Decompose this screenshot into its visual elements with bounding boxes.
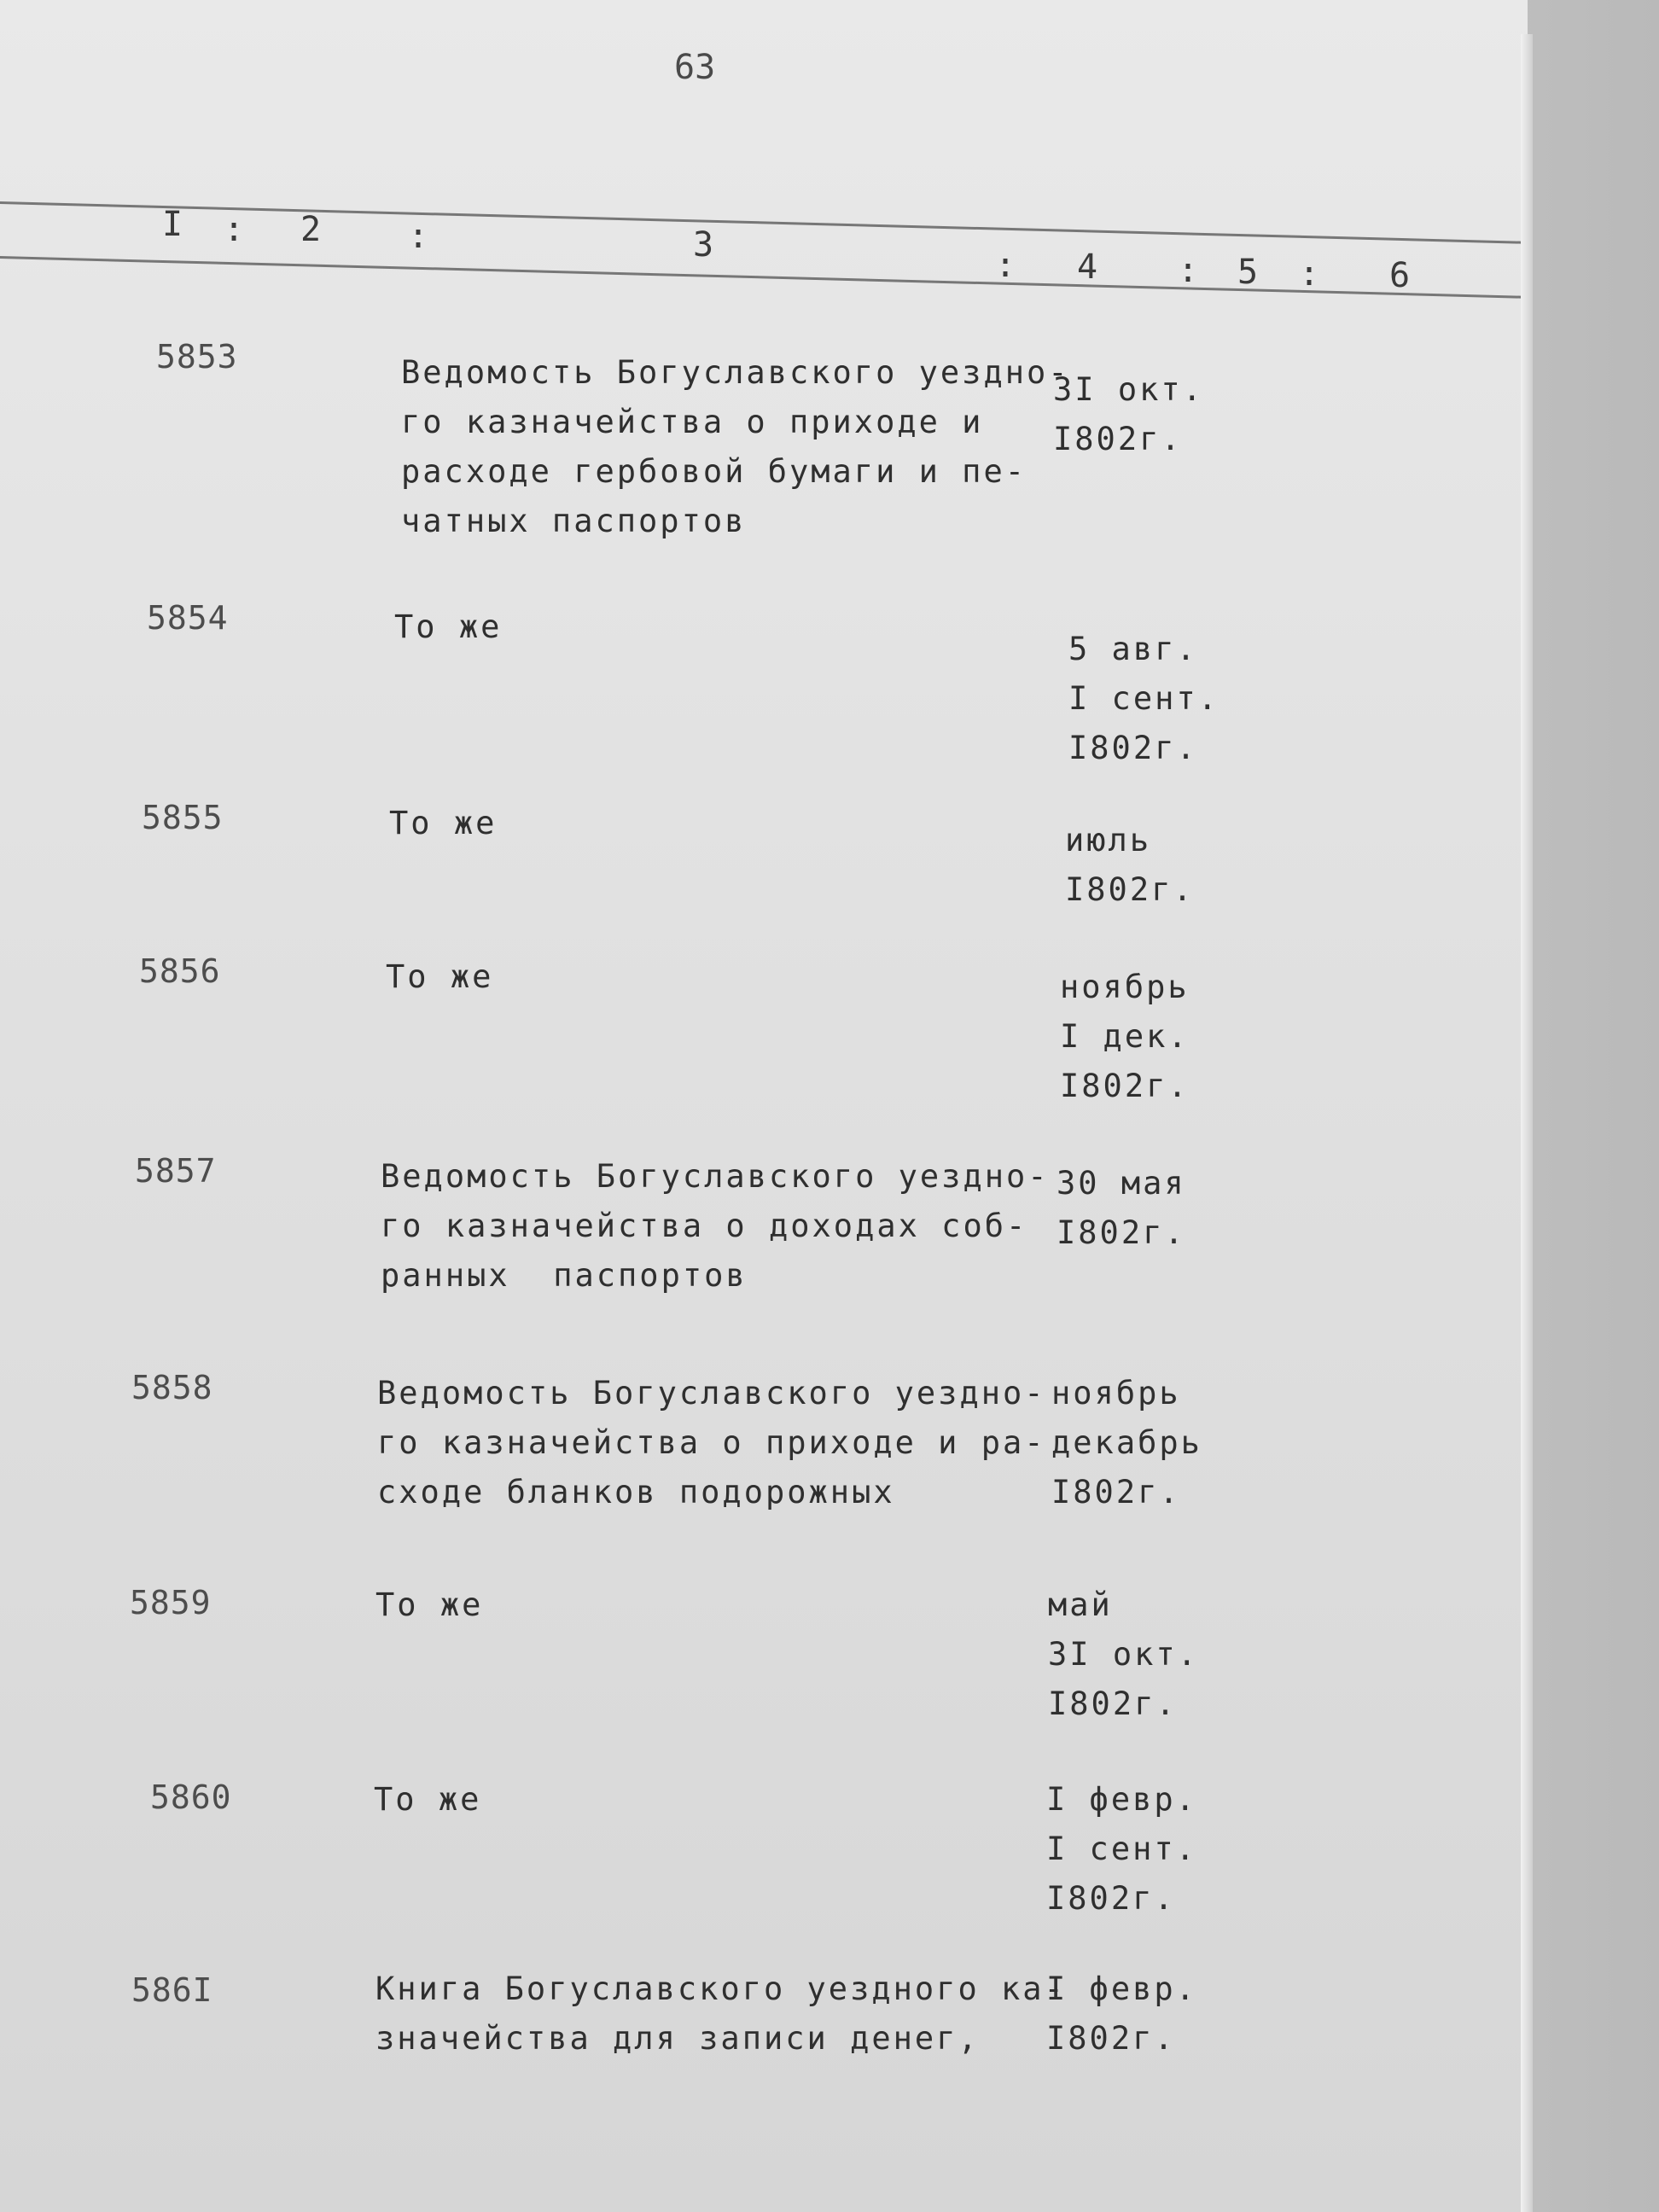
entry-text-line: го казначейства о приходе и ра- — [377, 1424, 1046, 1461]
entry-description — [394, 602, 502, 652]
column-header-3: 3 — [693, 225, 714, 265]
entry-description — [389, 799, 497, 848]
entry-date-line: 3I окт. — [1053, 371, 1204, 408]
entry-date-line: I802г. — [1051, 1474, 1181, 1511]
column-header-6: 6 — [1389, 256, 1411, 295]
entry-number: 5860 — [150, 1778, 232, 1816]
entry-description — [381, 1152, 1050, 1301]
entry-date-line: 5 авг. — [1068, 631, 1198, 667]
entry-text-line: ранных паспортов — [381, 1257, 748, 1294]
entry-text-line: чатных паспортов — [401, 503, 747, 539]
entry-date-line: май — [1048, 1586, 1113, 1623]
entry-text-line: То же — [374, 1781, 482, 1818]
entry-date — [1048, 1580, 1199, 1729]
entry-date-line: I802г. — [1046, 2020, 1176, 2057]
entry-date-line: I сент. — [1046, 1831, 1197, 1867]
column-header-4: 4 — [1077, 247, 1098, 287]
column-header-separator: : — [408, 217, 429, 256]
entry-number: 5855 — [142, 799, 224, 836]
entry-date-line: 3I окт. — [1048, 1636, 1199, 1673]
column-header-separator: : — [1299, 254, 1320, 294]
entry-date — [1046, 1775, 1197, 1924]
underlying-page-edge — [1533, 51, 1538, 2212]
entry-description — [375, 1580, 483, 1630]
column-header-separator: : — [995, 246, 1016, 285]
column-header-separator: : — [224, 210, 245, 249]
entry-date-line: I дек. — [1060, 1018, 1190, 1055]
column-header-separator: : — [1178, 251, 1199, 290]
entry-date-line: декабрь — [1051, 1424, 1202, 1461]
entry-text-line: То же — [394, 608, 503, 645]
entry-text-line: То же — [375, 1586, 484, 1623]
entry-text-line: Ведомость Богуславского уездно- — [401, 354, 1070, 391]
entry-date-line: июль — [1065, 822, 1152, 859]
entry-date-line: I сент. — [1068, 680, 1220, 717]
entry-text-line: го казначейства о доходах соб- — [381, 1208, 1028, 1244]
entry-number: 5859 — [130, 1584, 212, 1621]
entry-description — [401, 348, 1070, 546]
column-header-5: 5 — [1237, 253, 1259, 292]
entry-date-line: I802г. — [1048, 1685, 1178, 1722]
entry-date-line: ноябрь — [1060, 969, 1190, 1005]
entry-text-line: сходе бланков подорожных — [377, 1474, 895, 1511]
entry-description — [377, 1369, 1046, 1517]
entry-number: 5856 — [139, 952, 221, 990]
page-edge-shadow — [1521, 34, 1533, 2212]
entry-number: 5854 — [147, 599, 229, 637]
entry-text-line: Ведомость Богуславского уездно- — [377, 1375, 1046, 1412]
entry-date-line: I февр. — [1046, 1970, 1197, 2007]
entry-number: 5857 — [135, 1152, 217, 1190]
entry-date-line: I802г. — [1057, 1214, 1186, 1251]
entry-date-line: I февр. — [1046, 1781, 1197, 1818]
entry-text-line: То же — [389, 805, 498, 841]
entry-date — [1053, 365, 1204, 464]
entry-number: 5858 — [131, 1369, 213, 1406]
column-header-1: I — [162, 205, 183, 244]
entry-date-line: I802г. — [1068, 730, 1198, 766]
entry-text-line: Книга Богуславского уездного ка- — [375, 1970, 1066, 2007]
entry-description — [374, 1775, 481, 1825]
entry-date-line: ноябрь — [1051, 1375, 1181, 1412]
entry-date — [1057, 1159, 1186, 1258]
column-header-2: 2 — [300, 210, 322, 249]
entry-text-line: го казначейства о приходе и — [401, 404, 984, 440]
entry-date-line: 30 мая — [1057, 1165, 1186, 1202]
entry-date-line: I802г. — [1046, 1880, 1176, 1917]
entry-number: 5853 — [156, 338, 238, 375]
entry-text-line: Ведомость Богуславского уездно- — [381, 1158, 1050, 1195]
entry-date — [1046, 1965, 1197, 2064]
entry-description — [386, 952, 493, 1002]
entry-number: 586I — [131, 1971, 213, 2009]
entry-date — [1065, 816, 1195, 915]
entry-date-line: I802г. — [1060, 1068, 1190, 1104]
entry-description — [375, 1965, 1066, 2064]
entry-text-line: значейства для записи денег, — [375, 2020, 980, 2057]
entry-date — [1051, 1369, 1202, 1517]
page-number: 63 — [674, 48, 716, 87]
entry-date — [1060, 963, 1190, 1111]
entry-text-line: расходе гербовой бумаги и пе- — [401, 453, 1027, 490]
entry-date — [1068, 625, 1220, 773]
entry-text-line: То же — [386, 958, 494, 995]
header-rule-bottom — [0, 256, 1527, 299]
entry-date-line: I802г. — [1065, 871, 1195, 908]
entry-date-line: I802г. — [1053, 421, 1183, 457]
